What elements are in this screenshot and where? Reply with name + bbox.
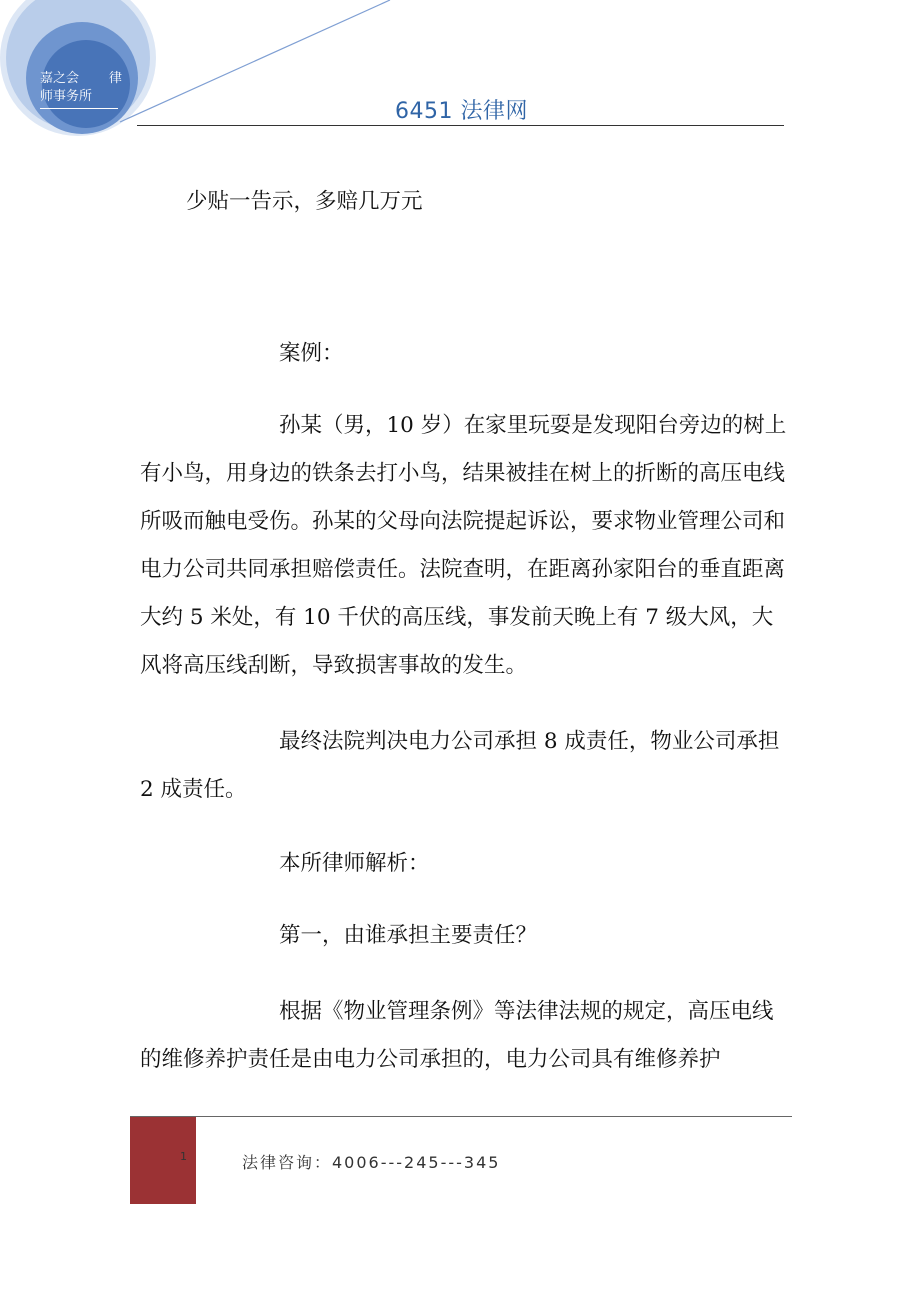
- firm-logo: [40, 70, 122, 109]
- header-divider: [137, 125, 784, 126]
- paragraph-case-body: 孙某（男，10 岁）在家里玩耍是发现阳台旁边的树上有小鸟，用身边的铁条去打小鸟，结果被挂在树上的折断的高压电线所吸而触电受伤。孙某的父母向法院提起诉讼，要求物业管理公司和电力公司共同承担赔偿责任。法院查明，在距离孙家阳台的垂直距离大约 5 米处，有 10 千伏的高压线，事发前天晚上有 7 级大风，大风将高压线刮断，导致损害事故的发生。: [140, 413, 787, 678]
- paragraph-question-one: 第一，由谁承担主要责任？: [279, 923, 538, 948]
- paragraph-verdict: 最终法院判决电力公司承担 8 成责任，物业公司承担 2 成责任。: [140, 729, 780, 802]
- document-title: 少贴一告示，多赔几万元: [186, 189, 423, 214]
- footer-divider: [130, 1116, 792, 1117]
- paragraph-analysis-heading: 本所律师解析：: [279, 851, 430, 876]
- footer-contact: 法律咨询：4006---245---345: [242, 1153, 501, 1172]
- page-number: 1: [180, 1150, 187, 1163]
- paragraph-regulation: 根据《物业管理条例》等法律法规的规定，高压电线的维修养护责任是由电力公司承担的，电力公司具有维修养护: [140, 999, 774, 1072]
- logo-text-left: 嘉之会: [40, 71, 80, 86]
- paragraph-case-heading: 案例：: [279, 341, 344, 366]
- logo-text-right: 律: [108, 71, 122, 86]
- site-title: 6451 法律网: [395, 99, 528, 124]
- logo-text-line2: 师事务所: [40, 88, 118, 109]
